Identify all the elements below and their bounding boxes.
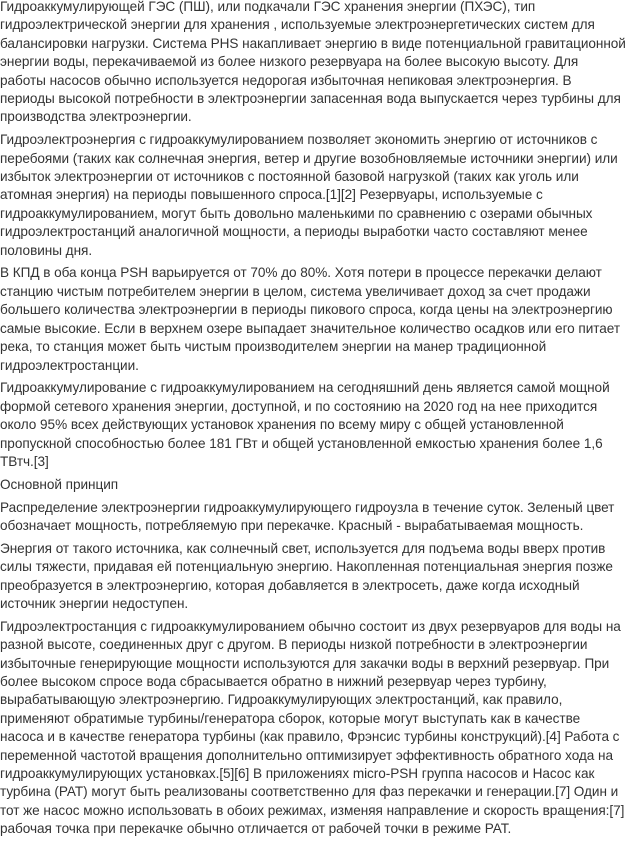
paragraph-efficiency: В КПД в оба конца PSH варьируется от 70% до 80%. Хотя потери в процессе перекачки делают станцию чистым потребителем энергии в целом, система увеличивает доход за счет продажи большего количества электроэнергии в периоды пикового спроса, когда цены на электроэнергию самые высокие. Если в верхнем озере выпадает значительное количество осадков или его питает река, то станция может быть чистым производителем энергии на манер традиционной гидроэлектростанции.	[0, 265, 621, 373]
paragraph-storage-benefits: Гидроэлектроэнергия с гидроаккумулированием позволяет экономить энергию от источников с перебоями (таких как солнечная энергия, ветер и другие возобновляемые источники энергии) или избыток электроэнергии от источников с постоянной базовой нагрузкой (таких как уголь или атомная энергия) на периоды повышенного спроса.[1][2] Резервуары, используемые с гидроаккумулированием, могут быть довольно маленькими по сравнению с озерами обычных гидроэлектростанций аналогичной мощности, а периоды выработки часто составляют менее половины дня.	[0, 132, 618, 258]
paragraph-plant-design: Гидроэлектростанция с гидроаккумулированием обычно состоит из двух резервуаров для воды на разной высоте, соединенных друг с другом. В периоды низкой потребности в электроэнергии избыточные генерирующие мощности используются для закачки воды в верхний резервуар. При более высоком спросе вода сбрасывается обратно в нижний резервуар через турбину, вырабатывающую электроэнергию. Гидроаккумулирующих электростанций, как правило, применяют обратимые турбины/генератора сборок, которые могут выступать как в качестве насоса и в качестве генератора турбины (как правило, Фрэнсис турбины конструкций).[4] Работа с переменной частотой вращения дополнительно оптимизирует эффективность обратного хода на гидроаккумулирующих установках.[5][6] В приложениях micro-PSH группа насосов и Насос как турбина (PAT) могут быть реализованы соответственно для фаз перекачки и генерации.[7] Один и тот же насос можно использовать в обоих режимах, изменяя направление и скорость вращения:[7] рабочая точка при перекачке обычно отличается от рабочей точки в режиме PAT.	[0, 618, 625, 837]
paragraph-figure-caption: Распределение электроэнергии гидроаккумулирующего гидроузла в течение суток. Зеленый цвет обозначает мощность, потребляемую при перекачке. Красный - вырабатываемая мощность.	[0, 499, 615, 533]
section-heading-basic-principle: Основной принцип	[0, 476, 119, 492]
paragraph-intro: Гидроаккумулирующей ГЭС (ПШ), или подкачали ГЭС хранения энергии (ПХЭС), тип гидроэлектрической энергии для хранения , используемые электроэнергетических систем для балансировки нагрузки. Система PHS накапливает энергию в виде потенциальной гравитационной энергии воды, перекачиваемой из более низкого резервуара на более высокую высоту. Для работы насосов обычно используется недорогая избыточная непиковая электроэнергия. В периоды высокой потребности в электроэнергии запасенная вода выпускается через турбины для производства электроэнергии.	[0, 0, 626, 125]
paragraph-global-capacity: Гидроаккумулирование с гидроаккумулированием на сегодняшний день является самой мощной формой сетевого хранения энергии, доступной, и по состоянию на 2020 год на нее приходится около 95% всех действующих установок хранения по всему миру с общей установленной пропускной способностью более 181 ГВт и общей установленной емкостью хранения более 1,6 ТВтч.[3]	[0, 380, 610, 469]
paragraph-energy-source: Энергия от такого источника, как солнечный свет, используется для подъема воды вверх против силы тяжести, придавая ей потенциальную энергию. Накопленная потенциальная энергия позже преобразуется в электроэнергию, которая добавляется в электросеть, даже когда исходный источник энергии недоступен.	[0, 540, 613, 611]
